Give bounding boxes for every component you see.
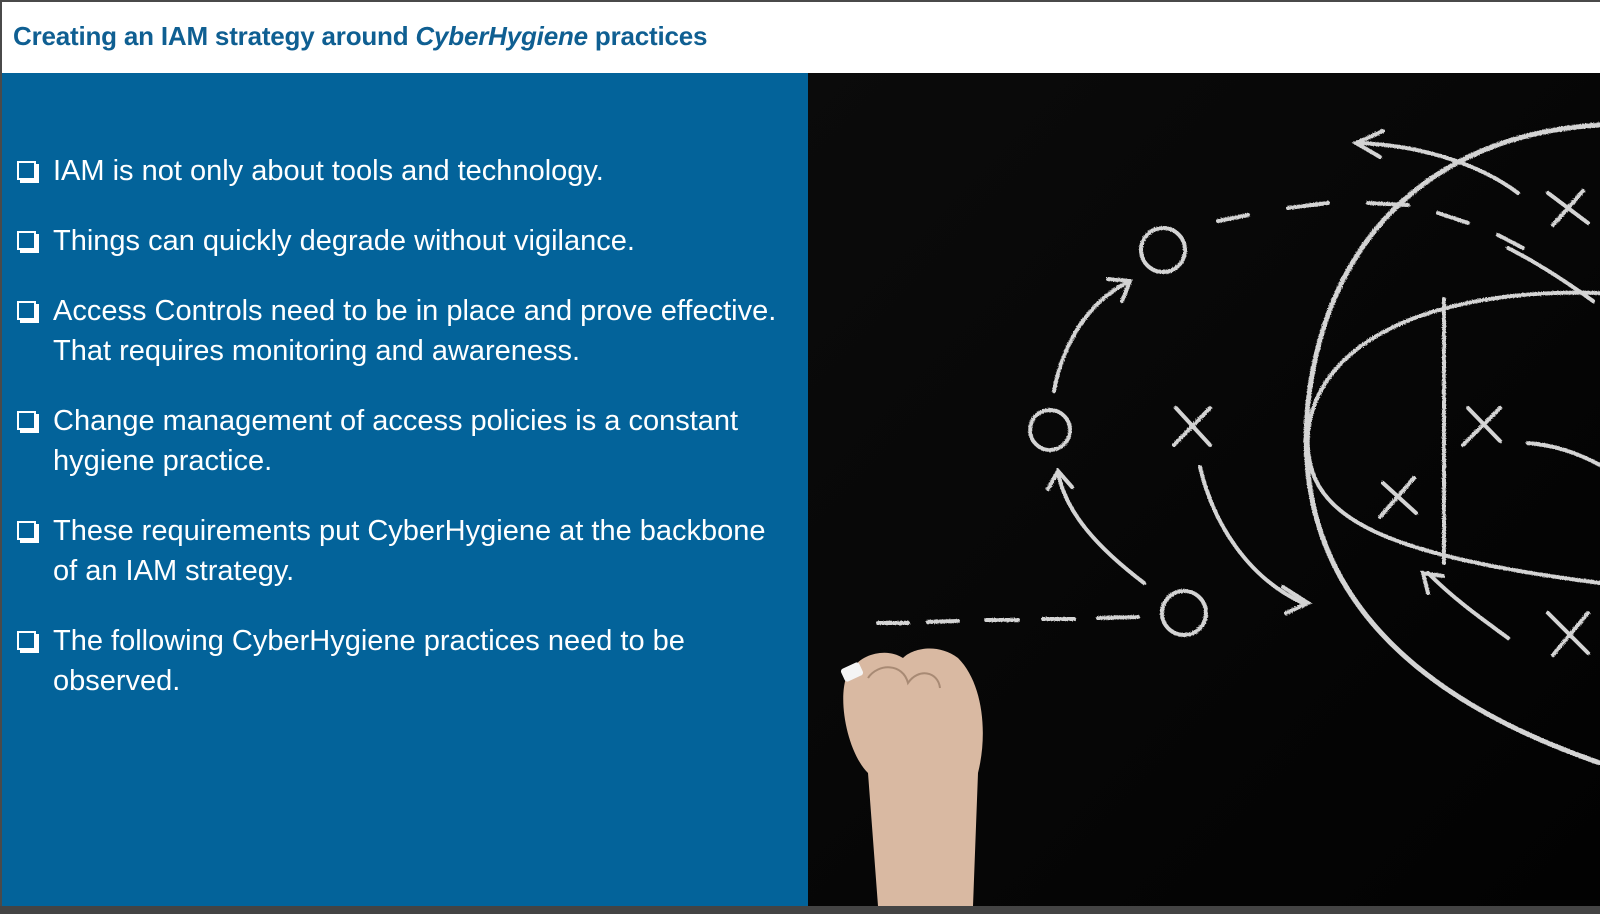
slide-title [13,21,707,52]
bullet-item [15,511,795,591]
bullet-text: Change management of access policies is a constant hygiene practice. [53,405,739,477]
bullet-text: These requirements put CyberHygiene at the backbone of an IAM strategy. [53,515,766,587]
checkbox-bullet-icon [17,631,36,650]
checkbox-bullet-icon [17,521,36,540]
bullet-item [15,221,795,261]
chalkboard-image [808,73,1600,906]
title-italic: CyberHygiene [415,21,588,51]
bullet-list [15,151,795,731]
checkbox-bullet-icon [17,301,36,320]
checkbox-bullet-icon [17,411,36,430]
slide [2,2,1600,906]
bullet-text: IAM is not only about tools and technology. [53,155,604,187]
title-part-2: practices [587,21,708,51]
bullet-text: The following CyberHygiene practices need to be observed. [53,625,685,697]
chalkboard-strategy-illustration [808,73,1600,906]
checkbox-bullet-icon [17,161,36,180]
bullet-item [15,621,795,701]
bullet-item [15,291,795,371]
content-panel [2,73,808,906]
slide-header [2,2,1600,73]
bullet-item [15,151,795,191]
bullet-item [15,401,795,481]
checkbox-bullet-icon [17,231,36,250]
bullet-text: Access Controls need to be in place and prove effective. That requires monitoring and awareness. [53,295,777,367]
window-bottom-edge [0,906,1600,914]
title-part-1: Creating an IAM strategy around [13,21,416,51]
bullet-text: Things can quickly degrade without vigilance. [53,225,635,257]
